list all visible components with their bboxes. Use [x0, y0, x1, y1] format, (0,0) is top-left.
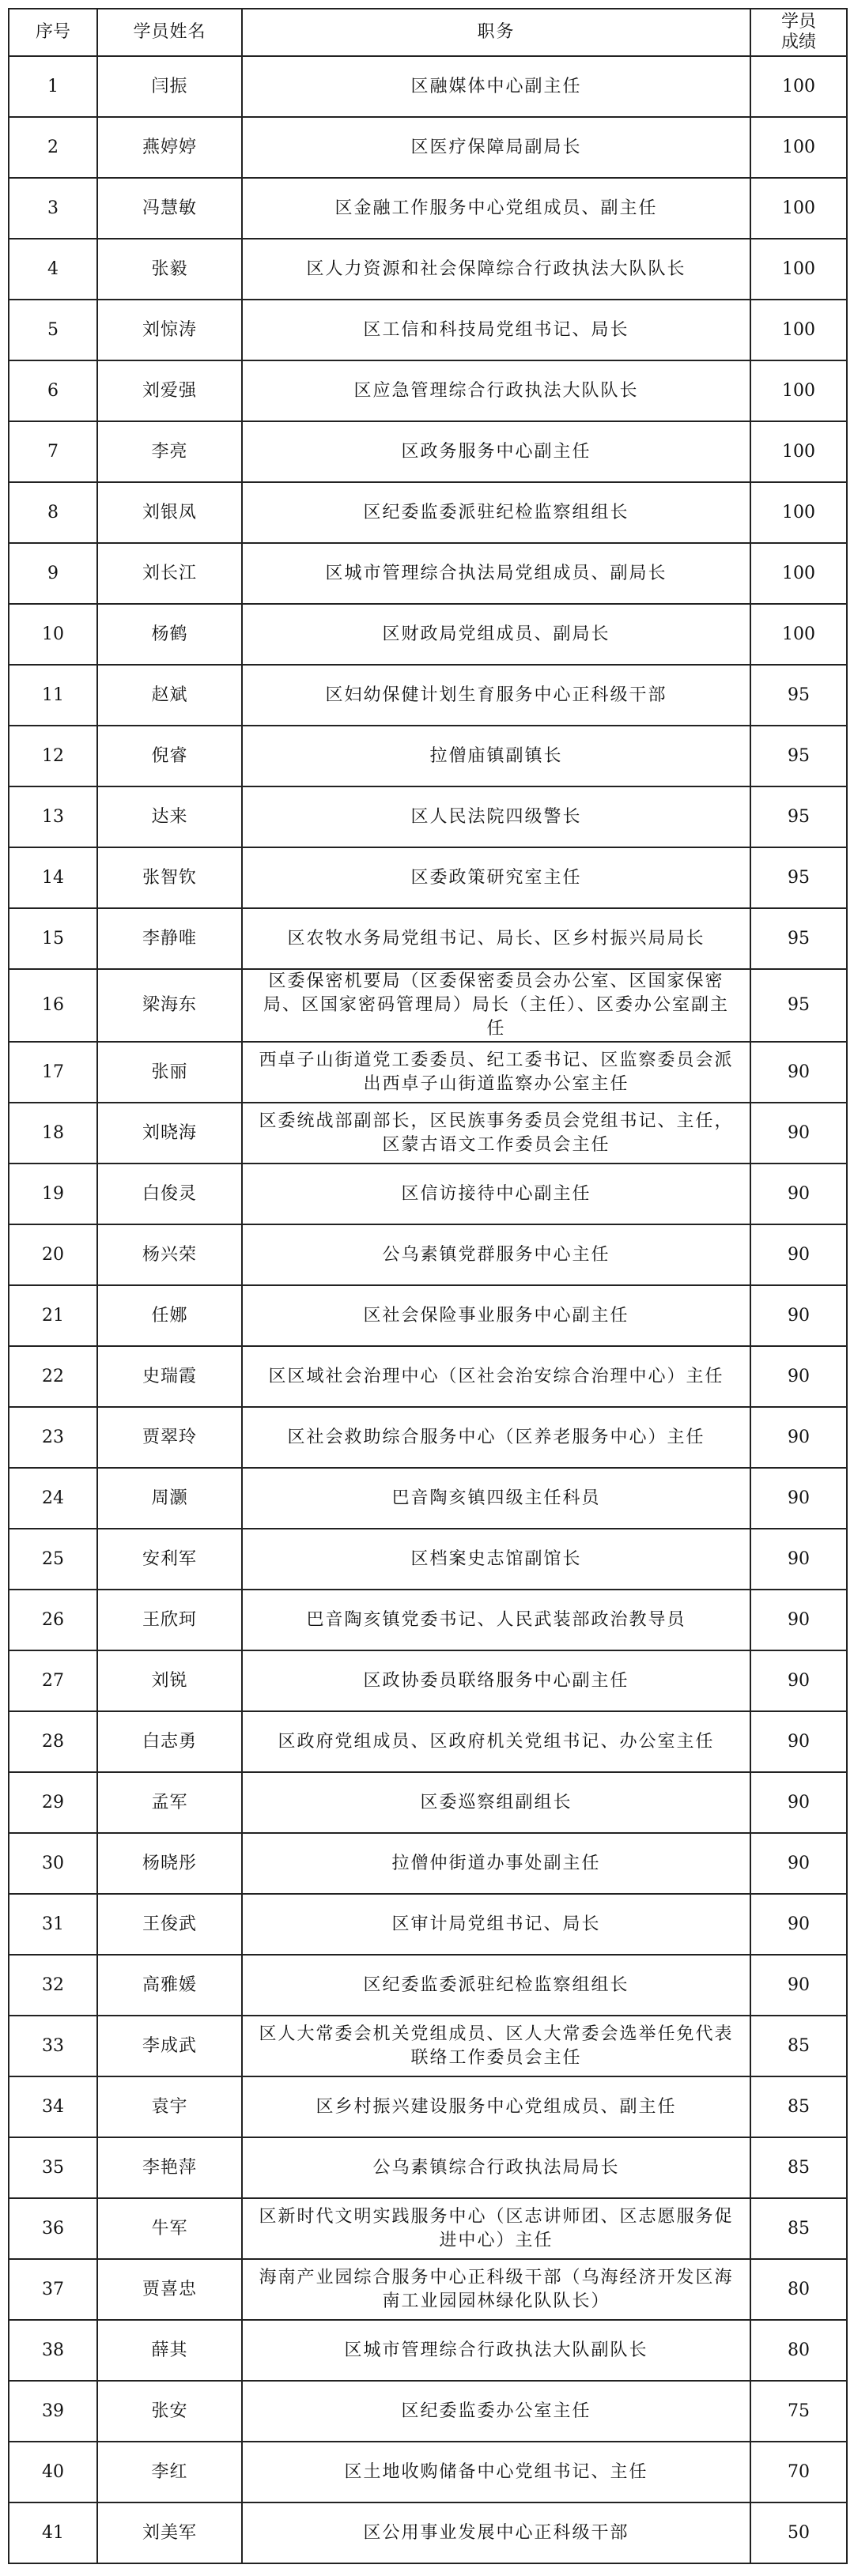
cell-name: 贾喜忠 [97, 2259, 242, 2320]
table-row [9, 482, 847, 543]
cell-score: 100 [750, 604, 847, 665]
cell-score: 95 [750, 726, 847, 786]
table-row [9, 239, 847, 300]
cell-name: 刘晓海 [97, 1103, 242, 1164]
cell-no: 24 [9, 1468, 97, 1529]
cell-no: 19 [9, 1164, 97, 1224]
cell-position: 区委政策研究室主任 [242, 847, 750, 908]
cell-score: 90 [750, 1711, 847, 1772]
cell-score: 85 [750, 2137, 847, 2198]
cell-score: 100 [750, 239, 847, 300]
cell-no: 39 [9, 2381, 97, 2442]
cell-position: 区公用事业发展中心正科级干部 [242, 2502, 750, 2563]
cell-name: 张安 [97, 2381, 242, 2442]
table-row [9, 300, 847, 360]
cell-score: 90 [750, 1407, 847, 1468]
table-row [9, 847, 847, 908]
cell-no: 15 [9, 908, 97, 969]
cell-score: 100 [750, 543, 847, 604]
cell-position: 拉僧仲街道办事处副主任 [242, 1833, 750, 1894]
cell-position: 区委巡察组副组长 [242, 1772, 750, 1833]
cell-name: 刘爱强 [97, 360, 242, 421]
cell-no: 32 [9, 1955, 97, 2016]
cell-no: 22 [9, 1346, 97, 1407]
cell-position: 区人大常委会机关党组成员、区人大常委会选举任免代表联络工作委员会主任 [242, 2016, 750, 2076]
cell-no: 29 [9, 1772, 97, 1833]
cell-score: 95 [750, 665, 847, 726]
cell-score: 80 [750, 2259, 847, 2320]
score-table [8, 8, 848, 2564]
table-row [9, 665, 847, 726]
cell-name: 孟军 [97, 1772, 242, 1833]
cell-no: 8 [9, 482, 97, 543]
cell-name: 张毅 [97, 239, 242, 300]
cell-score: 90 [750, 1833, 847, 1894]
cell-position: 区人民法院四级警长 [242, 786, 750, 847]
cell-score: 100 [750, 300, 847, 360]
cell-position: 区委统战部副部长，区民族事务委员会党组书记、主任，区蒙古语文工作委员会主任 [242, 1103, 750, 1164]
cell-no: 2 [9, 117, 97, 178]
cell-score: 100 [750, 178, 847, 239]
cell-position: 西卓子山街道党工委委员、纪工委书记、区监察委员会派出西卓子山街道监察办公室主任 [242, 1042, 750, 1103]
table-row [9, 1590, 847, 1650]
cell-name: 张丽 [97, 1042, 242, 1103]
cell-position: 区工信和科技局党组书记、局长 [242, 300, 750, 360]
table-row [9, 908, 847, 969]
table-row [9, 969, 847, 1042]
cell-name: 李艳萍 [97, 2137, 242, 2198]
cell-name: 李红 [97, 2442, 242, 2502]
cell-score: 70 [750, 2442, 847, 2502]
cell-score: 85 [750, 2076, 847, 2137]
cell-score: 100 [750, 360, 847, 421]
cell-position: 区政府党组成员、区政府机关党组书记、办公室主任 [242, 1711, 750, 1772]
table-row [9, 360, 847, 421]
cell-score: 90 [750, 1590, 847, 1650]
table-header-row [9, 9, 847, 56]
cell-position: 拉僧庙镇副镇长 [242, 726, 750, 786]
cell-position: 区纪委监委派驻纪检监察组组长 [242, 1955, 750, 2016]
cell-name: 刘美军 [97, 2502, 242, 2563]
cell-position: 区财政局党组成员、副局长 [242, 604, 750, 665]
cell-name: 王俊武 [97, 1894, 242, 1955]
cell-position: 巴音陶亥镇四级主任科员 [242, 1468, 750, 1529]
cell-no: 30 [9, 1833, 97, 1894]
cell-score: 90 [750, 1285, 847, 1346]
table-row [9, 2198, 847, 2259]
cell-no: 9 [9, 543, 97, 604]
cell-name: 李成武 [97, 2016, 242, 2076]
cell-name: 赵斌 [97, 665, 242, 726]
cell-name: 冯慧敏 [97, 178, 242, 239]
cell-position: 公乌素镇党群服务中心主任 [242, 1224, 750, 1285]
table-row [9, 1042, 847, 1103]
cell-position: 区纪委监委办公室主任 [242, 2381, 750, 2442]
cell-position: 区档案史志馆副馆长 [242, 1529, 750, 1590]
cell-name: 袁宇 [97, 2076, 242, 2137]
cell-no: 17 [9, 1042, 97, 1103]
cell-position: 区金融工作服务中心党组成员、副主任 [242, 178, 750, 239]
cell-name: 刘惊涛 [97, 300, 242, 360]
table-row [9, 1955, 847, 2016]
cell-position: 区社会救助综合服务中心（区养老服务中心）主任 [242, 1407, 750, 1468]
cell-name: 杨鹤 [97, 604, 242, 665]
cell-score: 90 [750, 1042, 847, 1103]
header-score: 学员 成绩 [750, 9, 847, 56]
table-row [9, 1285, 847, 1346]
cell-name: 史瑞霞 [97, 1346, 242, 1407]
table-row [9, 2502, 847, 2563]
cell-no: 18 [9, 1103, 97, 1164]
table-row [9, 2320, 847, 2381]
table-row [9, 604, 847, 665]
cell-position: 区委保密机要局（区委保密委员会办公室、区国家保密局、区国家密码管理局）局长（主任）、区委办公室副主任 [242, 969, 750, 1042]
table-row [9, 786, 847, 847]
cell-no: 21 [9, 1285, 97, 1346]
cell-score: 100 [750, 482, 847, 543]
cell-no: 13 [9, 786, 97, 847]
cell-position: 区土地收购储备中心党组书记、主任 [242, 2442, 750, 2502]
cell-position: 区信访接待中心副主任 [242, 1164, 750, 1224]
cell-score: 90 [750, 1955, 847, 2016]
cell-no: 34 [9, 2076, 97, 2137]
cell-score: 90 [750, 1529, 847, 1590]
table-row [9, 421, 847, 482]
cell-score: 90 [750, 1346, 847, 1407]
cell-position: 区应急管理综合行政执法大队队长 [242, 360, 750, 421]
cell-no: 6 [9, 360, 97, 421]
cell-score: 95 [750, 847, 847, 908]
cell-name: 牛军 [97, 2198, 242, 2259]
cell-name: 刘银凤 [97, 482, 242, 543]
cell-score: 90 [750, 1650, 847, 1711]
cell-name: 刘锐 [97, 1650, 242, 1711]
table-row [9, 1529, 847, 1590]
cell-no: 25 [9, 1529, 97, 1590]
table-row [9, 1468, 847, 1529]
cell-no: 11 [9, 665, 97, 726]
cell-position: 公乌素镇综合行政执法局局长 [242, 2137, 750, 2198]
table-row [9, 2016, 847, 2076]
cell-position: 区纪委监委派驻纪检监察组组长 [242, 482, 750, 543]
cell-position: 区农牧水务局党组书记、局长、区乡村振兴局局长 [242, 908, 750, 969]
cell-position: 区政协委员联络服务中心副主任 [242, 1650, 750, 1711]
cell-name: 倪睿 [97, 726, 242, 786]
table-row [9, 1224, 847, 1285]
cell-position: 区政务服务中心副主任 [242, 421, 750, 482]
cell-name: 王欣珂 [97, 1590, 242, 1650]
table-row [9, 1711, 847, 1772]
cell-position: 区融媒体中心副主任 [242, 56, 750, 117]
cell-name: 梁海东 [97, 969, 242, 1042]
cell-score: 90 [750, 1468, 847, 1529]
cell-no: 3 [9, 178, 97, 239]
cell-name: 燕婷婷 [97, 117, 242, 178]
cell-name: 杨兴荣 [97, 1224, 242, 1285]
cell-name: 达来 [97, 786, 242, 847]
cell-no: 4 [9, 239, 97, 300]
table-row [9, 726, 847, 786]
table-row [9, 2076, 847, 2137]
cell-no: 33 [9, 2016, 97, 2076]
cell-position: 海南产业园综合服务中心正科级干部（乌海经济开发区海南工业园园林绿化队队长） [242, 2259, 750, 2320]
cell-name: 刘长江 [97, 543, 242, 604]
cell-name: 白志勇 [97, 1711, 242, 1772]
cell-score: 90 [750, 1164, 847, 1224]
cell-position: 区新时代文明实践服务中心（区志讲师团、区志愿服务促进中心）主任 [242, 2198, 750, 2259]
cell-score: 100 [750, 117, 847, 178]
cell-no: 23 [9, 1407, 97, 1468]
cell-score: 80 [750, 2320, 847, 2381]
table-row [9, 2381, 847, 2442]
cell-score: 100 [750, 421, 847, 482]
cell-score: 90 [750, 1224, 847, 1285]
cell-score: 95 [750, 786, 847, 847]
cell-no: 31 [9, 1894, 97, 1955]
cell-position: 区人力资源和社会保障综合行政执法大队队长 [242, 239, 750, 300]
cell-no: 1 [9, 56, 97, 117]
table-row [9, 1346, 847, 1407]
cell-position: 巴音陶亥镇党委书记、人民武装部政治教导员 [242, 1590, 750, 1650]
cell-name: 周灏 [97, 1468, 242, 1529]
cell-no: 12 [9, 726, 97, 786]
cell-name: 任娜 [97, 1285, 242, 1346]
table-row [9, 1894, 847, 1955]
cell-score: 75 [750, 2381, 847, 2442]
cell-score: 90 [750, 1894, 847, 1955]
cell-score: 100 [750, 56, 847, 117]
cell-position: 区医疗保障局副局长 [242, 117, 750, 178]
cell-name: 杨晓彤 [97, 1833, 242, 1894]
cell-score: 85 [750, 2198, 847, 2259]
cell-no: 36 [9, 2198, 97, 2259]
cell-position: 区乡村振兴建设服务中心党组成员、副主任 [242, 2076, 750, 2137]
table-row [9, 2137, 847, 2198]
table-row [9, 1103, 847, 1164]
cell-score: 95 [750, 908, 847, 969]
cell-no: 35 [9, 2137, 97, 2198]
cell-no: 28 [9, 1711, 97, 1772]
cell-no: 14 [9, 847, 97, 908]
cell-position: 区社会保险事业服务中心副主任 [242, 1285, 750, 1346]
cell-position: 区区域社会治理中心（区社会治安综合治理中心）主任 [242, 1346, 750, 1407]
cell-name: 闫振 [97, 56, 242, 117]
cell-no: 5 [9, 300, 97, 360]
table-row [9, 1650, 847, 1711]
table-row [9, 178, 847, 239]
table-body [9, 56, 847, 2563]
cell-no: 37 [9, 2259, 97, 2320]
cell-score: 95 [750, 969, 847, 1042]
score-table-wrapper [8, 8, 846, 2564]
cell-name: 李静唯 [97, 908, 242, 969]
table-row [9, 2259, 847, 2320]
cell-position: 区城市管理综合行政执法大队副队长 [242, 2320, 750, 2381]
cell-position: 区城市管理综合执法局党组成员、副局长 [242, 543, 750, 604]
cell-score: 50 [750, 2502, 847, 2563]
table-row [9, 2442, 847, 2502]
cell-name: 高雅媛 [97, 1955, 242, 2016]
cell-score: 85 [750, 2016, 847, 2076]
cell-no: 27 [9, 1650, 97, 1711]
table-row [9, 1164, 847, 1224]
header-position: 职务 [242, 9, 750, 56]
table-row [9, 1407, 847, 1468]
cell-no: 26 [9, 1590, 97, 1650]
table-row [9, 543, 847, 604]
cell-score: 90 [750, 1103, 847, 1164]
cell-no: 41 [9, 2502, 97, 2563]
cell-name: 安利军 [97, 1529, 242, 1590]
cell-no: 10 [9, 604, 97, 665]
header-name: 学员姓名 [97, 9, 242, 56]
cell-no: 40 [9, 2442, 97, 2502]
table-row [9, 117, 847, 178]
cell-no: 7 [9, 421, 97, 482]
cell-score: 90 [750, 1772, 847, 1833]
cell-no: 20 [9, 1224, 97, 1285]
cell-position: 区审计局党组书记、局长 [242, 1894, 750, 1955]
cell-no: 38 [9, 2320, 97, 2381]
cell-no: 16 [9, 969, 97, 1042]
cell-name: 贾翠玲 [97, 1407, 242, 1468]
cell-position: 区妇幼保健计划生育服务中心正科级干部 [242, 665, 750, 726]
cell-name: 李亮 [97, 421, 242, 482]
cell-name: 白俊灵 [97, 1164, 242, 1224]
header-no: 序号 [9, 9, 97, 56]
cell-name: 张智钦 [97, 847, 242, 908]
table-row [9, 1772, 847, 1833]
cell-name: 薛其 [97, 2320, 242, 2381]
table-row [9, 1833, 847, 1894]
table-row [9, 56, 847, 117]
